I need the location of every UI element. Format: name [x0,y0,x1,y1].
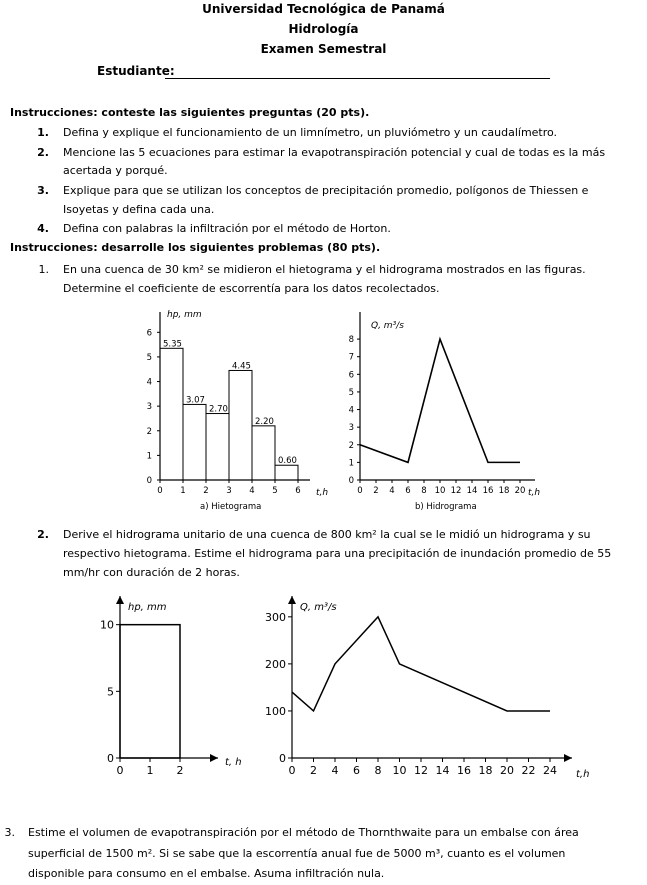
hietogram-y-tick-label: 2 [146,426,152,437]
flow-x-tick-label: 12 [414,764,428,777]
p2-text-line1: Derive el hidrograma unitario de una cuenca de 800 km² la cual se le midió un hidrograma y su [63,528,591,541]
hydrograph-series-line [360,339,520,462]
hietogram-bar-label: 5.35 [163,339,182,350]
hietogram-bar [229,370,252,480]
p1-text-line1: En una cuenca de 30 km² se midieron el hietograma y el hidrograma mostrados en las figuras. [63,263,586,276]
hydrograph-ylabel: Q, m³/s [371,321,404,331]
student-label: Estudiante: [97,64,175,78]
hietogram-x-tick-label: 4 [249,486,255,496]
hydrograph-y-tick-label: 6 [348,370,354,381]
p3-number: 3. [4,826,15,839]
q1-text: Defina y explique el funcionamiento de un limnímetro, un pluviómetro y un caudalímetro. [63,126,558,139]
hietogram-x-tick-label: 6 [295,486,301,496]
q2-text-line2: acertada y porqué. [63,164,168,177]
hietogram-bar-label: 0.60 [278,456,297,467]
flow-x-tick-label: 8 [374,764,382,777]
hydrograph-x-tick-label: 6 [405,486,411,496]
flow-y-tick-label: 200 [265,657,286,671]
q3-text-line1: Explique para que se utilizan los conceptos de precipitación promedio, polígonos de Thiessen e [63,184,589,197]
hydrograph-x-tick-label: 20 [514,486,526,496]
hydrograph-x-tick-label: 16 [482,486,494,496]
flow-x-tick-label: 24 [543,764,557,777]
p1-number: 1. [38,263,49,276]
rainfall-ylabel: hp, mm [128,602,167,613]
exam-title: Examen Semestral [260,42,387,56]
q1-number: 1. [37,126,49,139]
hydrograph-y-tick-label: 3 [348,423,354,434]
rainfall-chart [90,588,270,783]
hydrograph-x-tick-label: 2 [373,486,379,496]
hydrograph-y-tick-label: 5 [348,387,354,398]
flow-x-arrow-icon [564,754,572,762]
flow-x-tick-label: 18 [478,764,493,777]
hietogram-bar [275,465,298,480]
hietogram-bar [206,414,229,480]
rainfall-y-tick-label: 10 [100,618,114,632]
rainfall-bar [120,625,180,758]
hydrograph-y-tick-label: 8 [348,335,354,346]
p2-text-line2: respectivo hietograma. Estime el hidrograma para una precipitación de inundación promedio de 55 [63,547,612,560]
flow-x-tick-label: 16 [457,764,471,777]
hietogram-y-tick-label: 5 [146,352,152,363]
p3-text-line1: Estime el volumen de evapotranspiración por el método de Thornthwaite para un embalse con área [28,826,579,839]
flow-x-tick-label: 6 [353,764,360,777]
course-title: Hidrología [288,22,359,36]
p1-text-line2: Determine el coeficiente de escorrentía para los datos recolectados. [63,282,440,295]
hydrograph-y-tick-label: 2 [348,440,354,451]
hydrograph-y-tick-label: 7 [348,352,354,363]
section2-title: Instrucciones: desarrolle los siguientes problemas (80 pts). [10,241,381,254]
student-name-line[interactable] [165,78,550,79]
hietogram-bar-label: 3.07 [186,395,205,406]
hietogram-x-tick-label: 0 [157,486,163,496]
hietogram-ylabel: hp, mm [167,310,202,320]
flow-xlabel: t,h [576,769,590,780]
hietogram-y-tick-label: 3 [146,402,152,413]
hydrograph-chart [340,298,555,513]
hydrograph-x-tick-label: 8 [421,486,427,496]
rainfall-x-arrow-icon [210,754,218,762]
flow-x-tick-label: 14 [435,764,450,777]
hietogram-x-tick-label: 1 [180,486,186,496]
flow-series-line [292,617,550,711]
hietogram-bar [252,426,275,480]
hydrograph-y-tick-label: 4 [348,405,354,416]
q3-number: 3. [37,184,49,197]
hietogram-x-tick-label: 3 [226,486,232,496]
flow-x-tick-label: 10 [392,764,407,777]
hietogram-caption: a) Hietograma [200,502,262,512]
hietogram-bar-label: 2.20 [255,416,274,427]
q2-number: 2. [37,146,49,159]
q3-text-line2: Isoyetas y defina cada una. [63,203,215,216]
p2-text-line3: mm/hr con duración de 2 horas. [63,566,240,579]
section1-title: Instrucciones: conteste las siguientes preguntas (20 pts). [10,106,370,119]
hietogram-x-tick-label: 2 [203,486,209,496]
hietogram-bar-label: 2.70 [209,404,228,415]
hietogram-y-tick-label: 1 [146,451,152,462]
hydrograph-xlabel: t,h [528,488,541,498]
flow-x-tick-label: 0 [288,764,296,777]
rainfall-x-tick-label: 2 [176,764,184,777]
q4-number: 4. [37,222,49,235]
flow-y-arrow-icon [288,596,296,604]
p3-text-line3: disponible para consumo en el embalse. Asuma infiltración nula. [28,867,385,880]
hydrograph-x-tick-label: 14 [466,486,478,496]
q2-text-line1: Mencione las 5 ecuaciones para estimar la evapotranspiración potencial y cual de todas es la más [63,146,606,159]
p3-text-line2: superficial de 1500 m². Si se sabe que la escorrentía anual fue de 5000 m³, cuanto es el volumen [28,847,566,860]
hydrograph-y-tick-label: 1 [348,458,354,469]
rainfall-y-tick-label: 5 [107,685,114,699]
flow-y-tick-label: 300 [265,610,286,624]
hydrograph-x-tick-label: 18 [498,486,510,496]
hydrograph-x-tick-label: 4 [389,486,395,496]
flow-ylabel: Q, m³/s [300,602,337,613]
hydrograph-caption: b) Hidrograma [415,502,477,512]
rainfall-y-arrow-icon [116,596,124,604]
flow-x-tick-label: 2 [310,764,317,777]
hietogram-bar-label: 4.45 [232,361,251,372]
hietogram-x-tick-label: 5 [272,486,278,496]
q4-text: Defina con palabras la infiltración por el método de Horton. [63,222,391,235]
rainfall-x-tick-label: 0 [116,764,124,777]
hietogram-bar [183,404,206,480]
hydrograph-y-tick-label: 0 [348,476,354,486]
rainfall-y-tick-label: 0 [107,752,114,765]
university-title: Universidad Tecnológica de Panamá [202,2,445,16]
hydrograph-x-tick-label: 0 [357,486,363,496]
hietogram-bar [160,348,183,480]
hietogram-y-tick-label: 0 [146,476,152,486]
p2-number: 2. [37,528,49,541]
rainfall-xlabel: t, h [225,757,242,768]
flow-chart [262,588,602,783]
flow-x-tick-label: 4 [331,764,339,777]
hydrograph-x-tick-label: 10 [434,486,446,496]
flow-y-tick-label: 0 [279,752,286,765]
flow-x-tick-label: 20 [500,764,514,777]
hietogram-y-tick-label: 4 [146,377,152,388]
rainfall-x-tick-label: 1 [146,764,154,777]
hietogram-chart [140,298,340,513]
flow-y-tick-label: 100 [265,704,286,718]
hietogram-y-tick-label: 6 [146,328,152,339]
flow-x-tick-label: 22 [521,764,536,777]
hietogram-xlabel: t,h [316,488,329,498]
hydrograph-x-tick-label: 12 [450,486,462,496]
